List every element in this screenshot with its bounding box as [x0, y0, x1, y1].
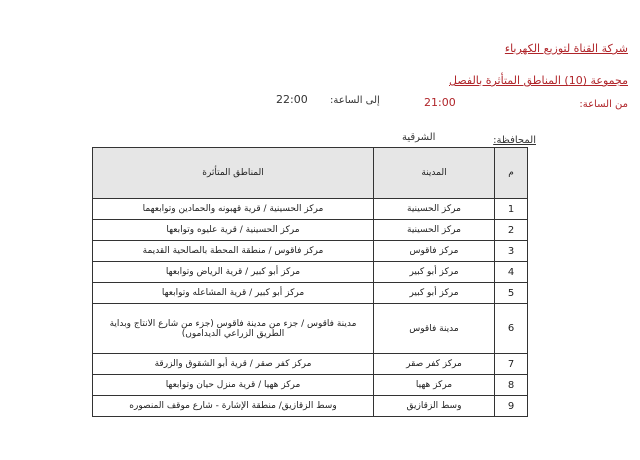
- company-name: شركة القناة لتوزيع الكهرباء: [504, 42, 628, 55]
- row-city: مركز الحسينية: [374, 220, 495, 241]
- table-row: [93, 262, 528, 283]
- row-num: 9: [495, 396, 528, 417]
- row-num: 1: [495, 199, 528, 220]
- to-label: إلى الساعة:: [330, 95, 380, 106]
- to-time: 22:00: [276, 93, 308, 106]
- row-area: مركز أبو كبير / قرية المشاعله وتوابعها: [93, 283, 374, 304]
- row-area: مركز ههيا / قرية منزل حيان وتوابعها: [93, 375, 374, 396]
- governorate-label: المحافظة:: [493, 135, 536, 146]
- row-area: مركز أبو كبير / قرية الرياض وتوابعها: [93, 262, 374, 283]
- table-row: [93, 220, 528, 241]
- column-header-city: المدينة: [374, 148, 495, 199]
- from-time: 21:00: [424, 96, 456, 109]
- row-city: مركز أبو كبير: [374, 283, 495, 304]
- table-row: [93, 241, 528, 262]
- row-area: مدينة فاقوس / جزء من مدينة فاقوس (جزء من شارع الانتاج وبداية الطريق الزراعي الديداموں): [93, 304, 374, 354]
- table-row: [93, 354, 528, 375]
- row-area: مركز الحسينية / قرية عليوه وتوابعها: [93, 220, 374, 241]
- table-row: [93, 199, 528, 220]
- row-num: 4: [495, 262, 528, 283]
- from-label: من الساعة:: [579, 99, 628, 110]
- row-num: 8: [495, 375, 528, 396]
- row-num: 5: [495, 283, 528, 304]
- table-row: [93, 283, 528, 304]
- table-row: [93, 375, 528, 396]
- column-header-num: م: [495, 148, 528, 199]
- row-area: وسط الزقازيق/ منطقة الإشارة - شارع موقف المنصوره: [93, 396, 374, 417]
- row-area: مركز فاقوس / منطقة المحطة بالصالحية القديمة: [93, 241, 374, 262]
- row-area: مركز الحسينية / قرية قهبونه والحمادين وتوابعهما: [93, 199, 374, 220]
- row-num: 3: [495, 241, 528, 262]
- governorate-value: الشرقية: [402, 132, 436, 143]
- row-num: 6: [495, 304, 528, 354]
- row-area: مركز كفر صقر / قرية أبو الشقوق والزرقة: [93, 354, 374, 375]
- row-city: مركز ههيا: [374, 375, 495, 396]
- row-city: مركز أبو كبير: [374, 262, 495, 283]
- table-header-row: [93, 148, 528, 199]
- row-num: 2: [495, 220, 528, 241]
- row-city: مركز الحسينية: [374, 199, 495, 220]
- group-title: مجموعة (10) المناطق المتأثرة بالفصل: [449, 74, 628, 87]
- row-num: 7: [495, 354, 528, 375]
- affected-areas-table: [92, 147, 528, 417]
- row-city: مركز فاقوس: [374, 241, 495, 262]
- column-header-areas: المناطق المتأثرة: [93, 148, 374, 199]
- table-row: [93, 396, 528, 417]
- row-city: وسط الزقازيق: [374, 396, 495, 417]
- row-city: مركز كفر صقر: [374, 354, 495, 375]
- table-row: [93, 304, 528, 354]
- row-city: مدينة فاقوس: [374, 304, 495, 354]
